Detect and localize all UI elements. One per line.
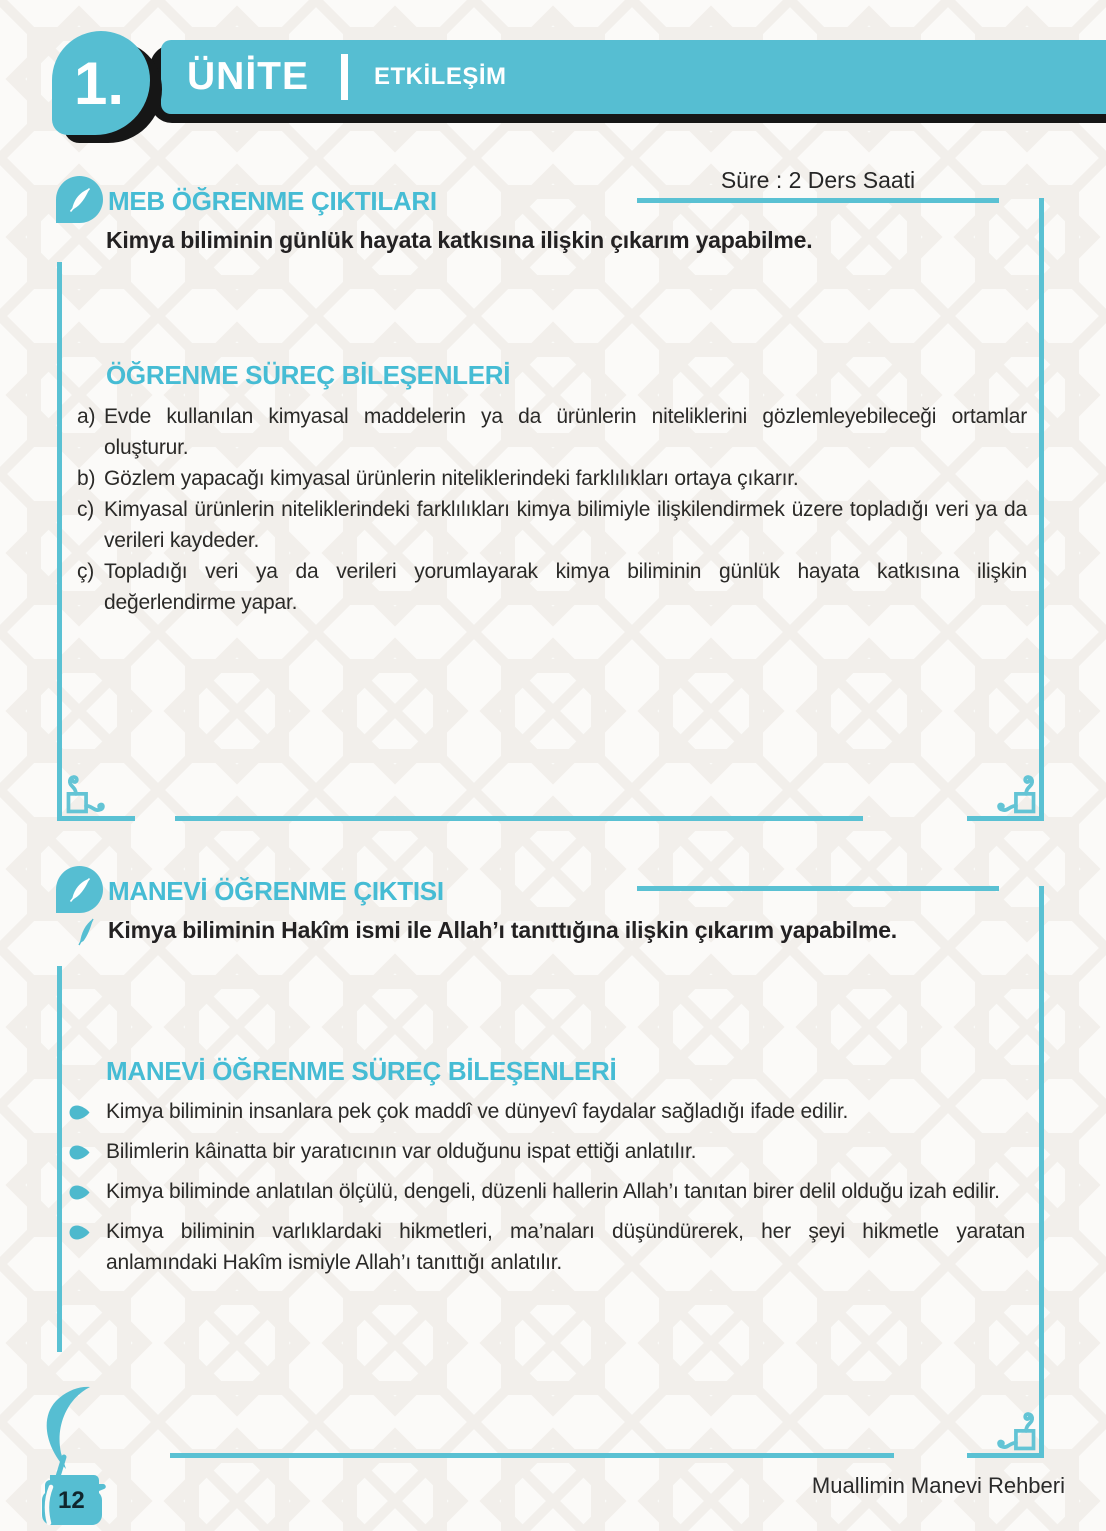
item-label: c) — [77, 498, 95, 521]
item-text: Topladığı veri ya da verileri yorumlayarak kimya biliminin günlük hayata katkısına ilişkin değerlendirme yapar. — [104, 560, 1027, 614]
list-item — [68, 1176, 1025, 1207]
box1-border-right — [1039, 198, 1044, 820]
meb-outcome-statement: Kimya biliminin günlük hayata katkısına ilişkin çıkarım yapabilme. — [106, 227, 813, 253]
item-label: b) — [77, 467, 96, 490]
drop-bullet-icon — [68, 1144, 90, 1161]
page-number: 12 — [58, 1487, 85, 1514]
box1-border-bottom-b — [175, 816, 863, 821]
corner-ornament-icon — [62, 767, 112, 817]
unit-label: ÜNİTE — [187, 55, 309, 98]
drop-bullet-icon — [68, 1184, 90, 1201]
unit-banner — [161, 40, 1106, 114]
feather-drop-icon — [56, 176, 103, 223]
duration-label: Süre : 2 Ders Saati — [720, 167, 916, 193]
list-item — [77, 494, 1027, 556]
corner-ornament-icon — [990, 767, 1040, 817]
item-text: Evde kullanılan kimyasal maddelerin ya da ürünlerin niteliklerini gözlemleyebileceği ortamlar oluşturur. — [104, 405, 1027, 459]
box2-border-right — [1039, 886, 1044, 1458]
list-item — [68, 1216, 1025, 1278]
list-item — [77, 401, 1027, 463]
drop-bullet-icon — [68, 1104, 90, 1121]
small-feather-icon — [76, 917, 96, 947]
item-text: Kimyasal ürünlerin niteliklerindeki farklılıkları kimya bilimiyle ilişkilendirmek üzere topladığı veri ya da verileri kaydeder. — [104, 498, 1027, 552]
manevi-components-list — [68, 1096, 1025, 1287]
meb-components-list — [77, 401, 1027, 618]
corner-ornament-icon — [990, 1404, 1040, 1454]
manevi-statement-row — [76, 917, 897, 947]
unit-title: ETKİLEŞİM — [374, 63, 507, 90]
item-text: Kimya biliminin insanlara pek çok maddî ve dünyevî faydalar sağladığı ifade edilir. — [106, 1100, 849, 1123]
banner-separator — [341, 54, 348, 100]
feather-drop-icon — [56, 866, 103, 913]
section2-topline — [637, 886, 999, 891]
box1-border-left — [57, 262, 62, 820]
list-item — [68, 1096, 1025, 1127]
list-item — [68, 1136, 1025, 1167]
duration-underline — [637, 198, 999, 203]
box1-heading: ÖĞRENME SÜREÇ BİLEŞENLERİ — [106, 360, 511, 390]
section-title-meb: MEB ÖĞRENME ÇIKTILARI — [108, 186, 437, 216]
section-title-manevi: MANEVİ ÖĞRENME ÇIKTISI — [108, 876, 444, 906]
item-label: a) — [77, 405, 96, 428]
book-title: Muallimin Manevi Rehberi — [811, 1473, 1065, 1498]
item-text: Kimya biliminin varlıklardaki hikmetleri, ma’naları düşündürerek, her şeyi hikmetle yaratan anlamındaki Hakîm ismiyle Allah’ı tanıttığı anlatılır. — [106, 1220, 1025, 1274]
drop-bullet-icon — [68, 1224, 90, 1241]
item-label: ç) — [77, 560, 95, 583]
footer-line — [170, 1453, 894, 1458]
item-text: Kimya biliminde anlatılan ölçülü, dengeli, düzenli hallerin Allah’ı tanıtan birer delil olduğu izah edilir. — [106, 1180, 1000, 1203]
item-text: Gözlem yapacağı kimyasal ürünlerin niteliklerindeki farklılıkları ortaya çıkarır. — [104, 467, 799, 490]
list-item — [77, 463, 1027, 494]
item-text: Bilimlerin kâinatta bir yaratıcının var olduğunu ispat ettiği anlatılır. — [106, 1140, 697, 1163]
unit-number: 1. — [73, 49, 125, 117]
box2-border-left — [57, 966, 62, 1352]
box2-heading: MANEVİ ÖĞRENME SÜREÇ BİLEŞENLERİ — [106, 1056, 617, 1086]
list-item — [77, 556, 1027, 618]
manevi-outcome-statement: Kimya biliminin Hakîm ismi ile Allah’ı tanıttığına ilişkin çıkarım yapabilme. — [108, 917, 897, 943]
